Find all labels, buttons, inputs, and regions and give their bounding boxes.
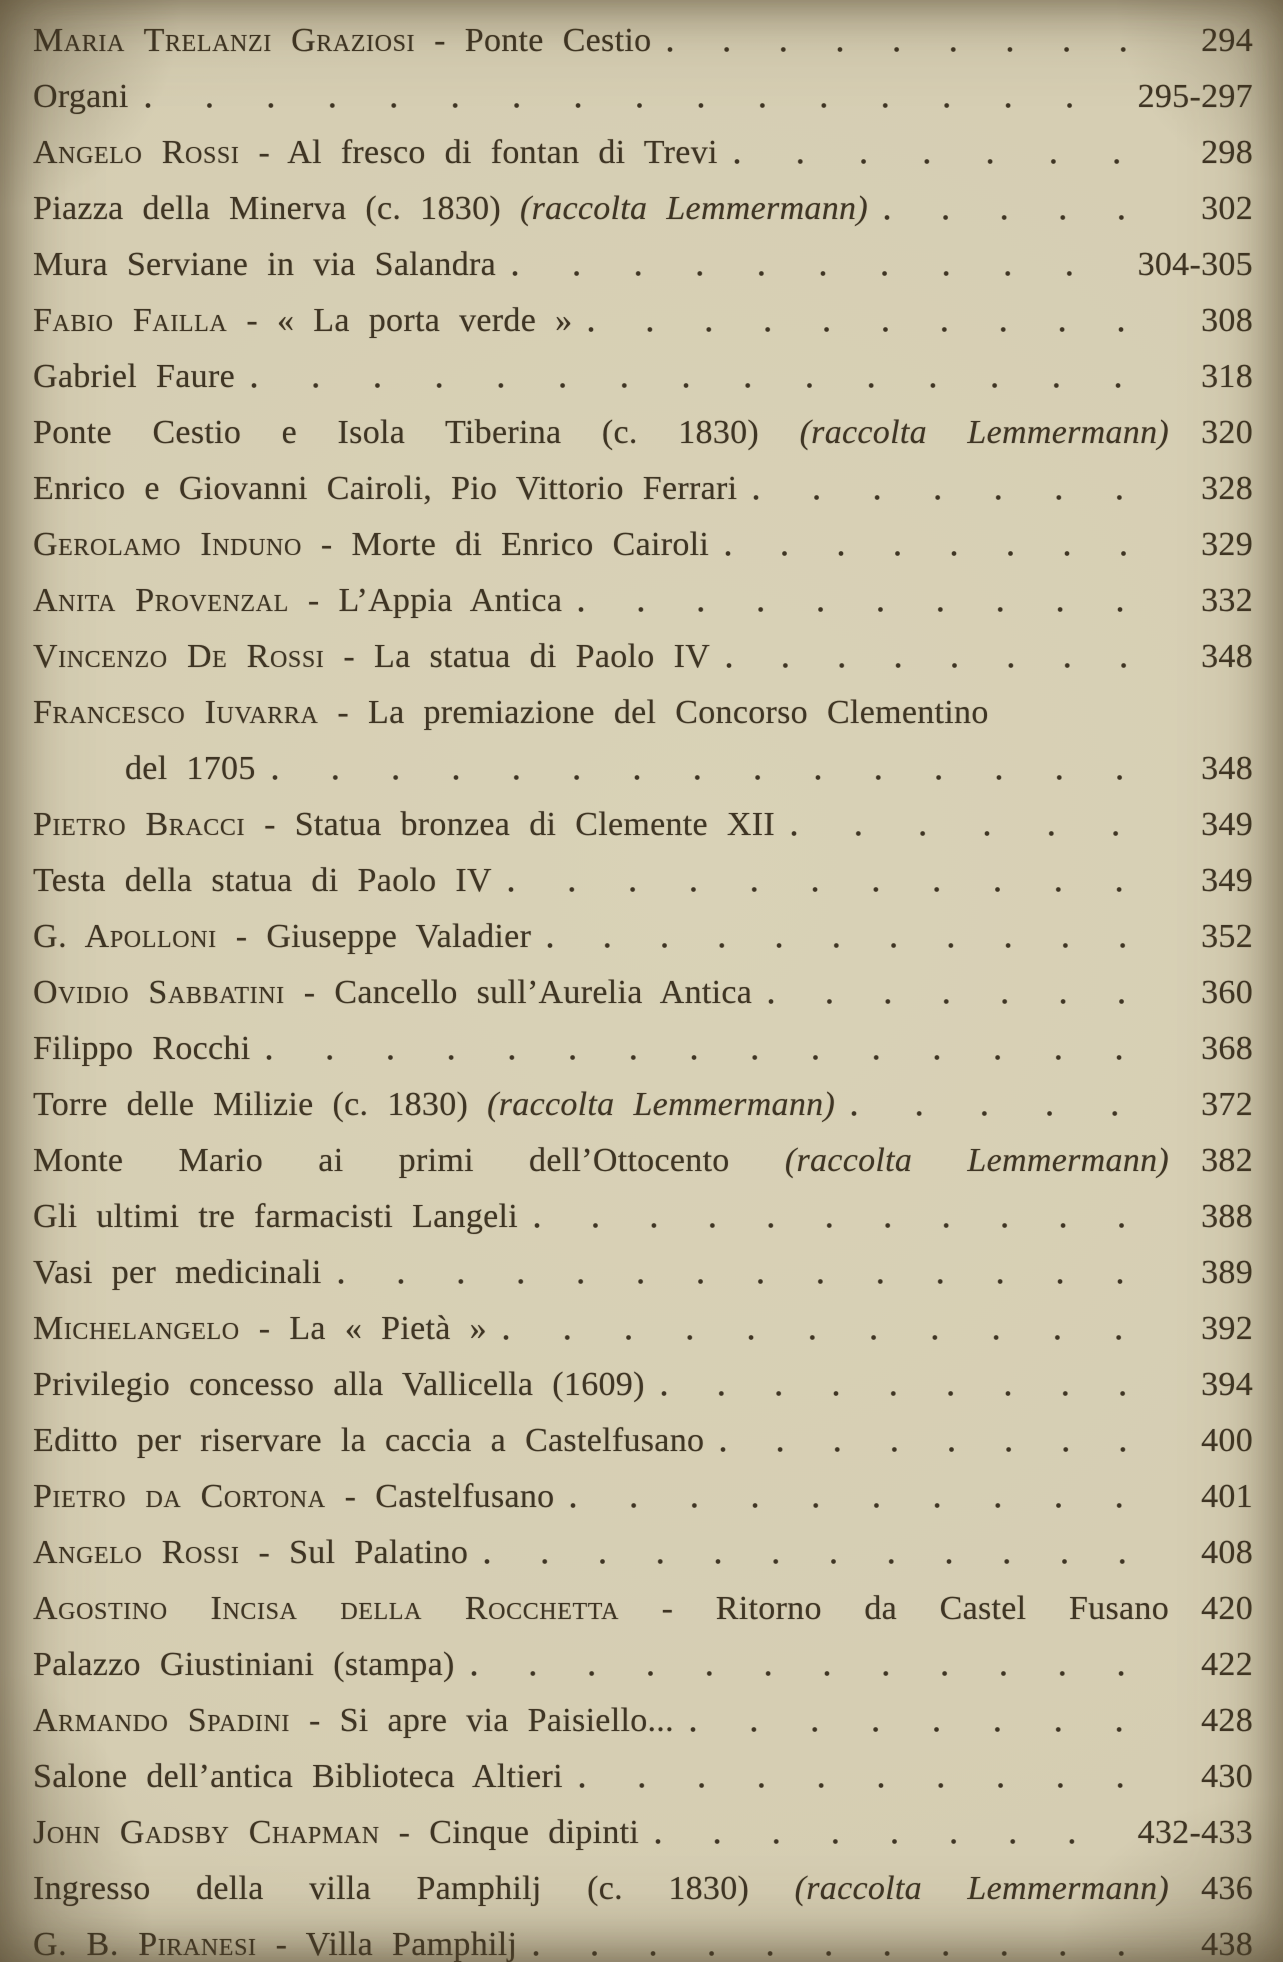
entry-title: - La premiazione del Concorso Clementino — [318, 694, 989, 731]
page-number: 401 — [1201, 1478, 1253, 1515]
page-number: 318 — [1201, 358, 1253, 395]
page-number: 382 — [1201, 1142, 1253, 1179]
page-number: 432-433 — [1137, 1814, 1253, 1851]
entry-title: Testa della statua di Paolo IV — [33, 862, 492, 899]
entry-text — [33, 629, 710, 685]
entry-title: Gabriel Faure — [33, 358, 235, 395]
entry-title: Piazza della Minerva (c. 1830) — [33, 190, 521, 227]
page-number: 295-297 — [1137, 78, 1253, 115]
toc-row — [33, 965, 1253, 1021]
page-number: 372 — [1201, 1086, 1253, 1123]
entry-text — [33, 573, 562, 629]
entry-text — [33, 517, 709, 573]
entry-title: - Cancello sull’Aurelia Antica — [284, 974, 753, 1011]
page-number: 348 — [1201, 638, 1253, 675]
entry-title: Ingresso della villa Pamphilj (c. 1830) — [33, 1870, 795, 1907]
entry-title: Ponte Cestio e Isola Tiberina (c. 1830) — [33, 414, 800, 451]
toc-row — [33, 1917, 1253, 1962]
entry-text — [33, 69, 129, 125]
toc-row — [33, 349, 1253, 405]
entry-text — [33, 965, 752, 1021]
author-name: Armando Spadini — [33, 1702, 290, 1739]
dot-leader — [145, 69, 1128, 125]
entry-title: Mura Serviane in via Salandra — [33, 246, 497, 283]
dot-leader — [725, 517, 1177, 573]
dot-leader — [579, 1749, 1177, 1805]
page-number: 388 — [1201, 1198, 1253, 1235]
entry-text — [33, 13, 651, 69]
dot-leader — [503, 1301, 1177, 1357]
dot-leader — [272, 741, 1177, 797]
page-number: 394 — [1201, 1366, 1253, 1403]
page-number: 304-305 — [1137, 246, 1253, 283]
toc-row — [33, 1749, 1253, 1805]
entry-text — [33, 1245, 322, 1301]
page-number: 332 — [1201, 582, 1253, 619]
page-number: 302 — [1201, 190, 1253, 227]
dot-leader — [667, 13, 1177, 69]
page-number: 349 — [1201, 806, 1253, 843]
entry-title: Salone dell’antica Biblioteca Altieri — [33, 1758, 563, 1795]
entry-text — [33, 1413, 704, 1469]
entry-title: (raccolta Lemmermann) — [799, 414, 1170, 451]
page-number: 430 — [1201, 1758, 1253, 1795]
author-name: Angelo Rossi — [33, 134, 240, 171]
dot-leader — [508, 853, 1177, 909]
page-number: 328 — [1201, 470, 1253, 507]
toc-row — [33, 1189, 1253, 1245]
toc-row — [33, 629, 1253, 685]
toc-row — [33, 293, 1253, 349]
toc-row — [33, 1021, 1253, 1077]
dot-leader — [726, 629, 1177, 685]
entry-text — [33, 1861, 1169, 1917]
author-name: Anita Provenzal — [33, 582, 289, 619]
dot-leader — [791, 797, 1177, 853]
entry-title: - Al fresco di fontan di Trevi — [239, 134, 718, 171]
dot-leader — [884, 181, 1177, 237]
author-name: Pietro da Cortona — [33, 1478, 326, 1515]
entry-title: Filippo Rocchi — [33, 1030, 251, 1067]
entry-text — [33, 1581, 1169, 1637]
entry-title: Editto per riservare la caccia a Castelfusano — [33, 1422, 705, 1459]
entry-text — [33, 1525, 468, 1581]
entry-title: - Morte di Enrico Cairoli — [301, 526, 710, 563]
author-name: Fabio Failla — [33, 302, 228, 339]
toc-row — [33, 69, 1253, 125]
entry-text — [33, 1693, 674, 1749]
dot-leader — [851, 1077, 1177, 1133]
author-name: G. B. Piranesi — [33, 1926, 257, 1962]
page-number: 349 — [1201, 862, 1253, 899]
entry-text — [33, 797, 775, 853]
page-number: 400 — [1201, 1422, 1253, 1459]
entry-title: (raccolta Lemmermann) — [794, 1870, 1169, 1907]
entry-text — [125, 741, 256, 797]
author-name: Francesco Iuvarra — [33, 694, 319, 731]
toc-row — [33, 1077, 1253, 1133]
toc-row — [33, 517, 1253, 573]
page-number: 438 — [1201, 1926, 1253, 1962]
page-number: 320 — [1201, 414, 1253, 451]
entry-title: - La statua di Paolo IV — [324, 638, 711, 675]
author-name: G. Apolloni — [33, 918, 217, 955]
dot-leader — [533, 1917, 1177, 1962]
dot-leader — [266, 1021, 1177, 1077]
entry-title: - Villa Pamphilj — [256, 1926, 518, 1962]
entry-title: Monte Mario ai primi dell’Ottocento — [33, 1142, 785, 1179]
toc-row — [33, 1861, 1253, 1917]
toc-row — [33, 181, 1253, 237]
toc-row — [33, 1581, 1253, 1637]
dot-leader — [768, 965, 1177, 1021]
entry-title: Privilegio concesso alla Vallicella (1609) — [33, 1366, 645, 1403]
entry-text — [33, 909, 531, 965]
entry-title: - Ponte Cestio — [415, 22, 652, 59]
page-number: 368 — [1201, 1030, 1253, 1067]
entry-text — [33, 1917, 517, 1962]
dot-leader — [661, 1357, 1177, 1413]
author-name: Vincenzo De Rossi — [33, 638, 325, 675]
entry-text — [33, 237, 496, 293]
author-name: John Gadsby Chapman — [33, 1814, 380, 1851]
entry-text — [33, 685, 989, 741]
entry-text — [33, 1637, 455, 1693]
dot-leader — [547, 909, 1177, 965]
entry-title: (raccolta Lemmermann) — [487, 1086, 836, 1123]
page-number: 428 — [1201, 1702, 1253, 1739]
page-number: 348 — [1201, 750, 1253, 787]
toc-row — [33, 13, 1253, 69]
dot-leader — [734, 125, 1177, 181]
toc-row — [33, 461, 1253, 517]
entry-title: - Statua bronzea di Clemente XII — [245, 806, 776, 843]
toc-row — [33, 405, 1253, 461]
toc-row — [33, 797, 1253, 853]
entry-text — [33, 1021, 250, 1077]
page-number: 420 — [1201, 1590, 1253, 1627]
entry-text — [33, 1749, 563, 1805]
page-number: 392 — [1201, 1310, 1253, 1347]
page-number: 436 — [1201, 1870, 1253, 1907]
entry-title: Organi — [33, 78, 129, 115]
dot-leader — [753, 461, 1177, 517]
toc-row — [33, 853, 1253, 909]
entry-title: del 1705 — [125, 750, 256, 787]
entry-title: - Cinque dipinti — [379, 1814, 640, 1851]
toc-row — [33, 1301, 1253, 1357]
entry-title: Torre delle Milizie (c. 1830) — [33, 1086, 488, 1123]
dot-leader — [578, 573, 1177, 629]
dot-leader — [484, 1525, 1177, 1581]
toc-row — [33, 1693, 1253, 1749]
page-number: 422 — [1201, 1646, 1253, 1683]
dot-leader — [338, 1245, 1177, 1301]
page-number: 389 — [1201, 1254, 1253, 1291]
page-number: 308 — [1201, 302, 1253, 339]
entry-title: - Sul Palatino — [239, 1534, 469, 1571]
toc-row — [33, 1525, 1253, 1581]
toc-row — [33, 1805, 1253, 1861]
toc-row — [33, 1133, 1253, 1189]
entry-title: - Ritorno da Castel Fusano — [619, 1590, 1170, 1627]
page-number: 352 — [1201, 918, 1253, 955]
author-name: Pietro Bracci — [33, 806, 246, 843]
dot-leader — [512, 237, 1128, 293]
entry-text — [33, 293, 572, 349]
entry-text — [33, 1805, 639, 1861]
page-number: 360 — [1201, 974, 1253, 1011]
page-number: 298 — [1201, 134, 1253, 171]
page-number: 294 — [1201, 22, 1253, 59]
entry-title: - L’Appia Antica — [288, 582, 563, 619]
author-name: Michelangelo — [33, 1310, 240, 1347]
toc-list — [33, 13, 1253, 1962]
dot-leader — [655, 1805, 1127, 1861]
toc-row — [33, 685, 1253, 741]
dot-leader — [588, 293, 1177, 349]
page-number: 329 — [1201, 526, 1253, 563]
entry-title: - Si apre via Paisiello... — [289, 1702, 674, 1739]
author-name: Angelo Rossi — [33, 1534, 240, 1571]
entry-text — [33, 1077, 835, 1133]
author-name: Agostino Incisa della Rocchetta — [33, 1590, 620, 1627]
entry-text — [33, 1189, 518, 1245]
toc-row — [33, 1469, 1253, 1525]
entry-title: - Giuseppe Valadier — [216, 918, 532, 955]
dot-leader — [720, 1413, 1177, 1469]
author-name: Ovidio Sabbatini — [33, 974, 285, 1011]
toc-row — [33, 125, 1253, 181]
entry-title: - La « Pietà » — [239, 1310, 487, 1347]
entry-text — [33, 405, 1169, 461]
toc-row — [33, 1245, 1253, 1301]
entry-title: (raccolta Lemmermann) — [520, 190, 868, 227]
entry-text — [33, 1301, 487, 1357]
entry-title: Gli ultimi tre farmacisti Langeli — [33, 1198, 519, 1235]
toc-row — [33, 573, 1253, 629]
entry-title: - « La porta verde » — [227, 302, 573, 339]
entry-title: Enrico e Giovanni Cairoli, Pio Vittorio Ferrari — [33, 470, 738, 507]
entry-text — [33, 349, 235, 405]
dot-leader — [570, 1469, 1177, 1525]
entry-title: (raccolta Lemmermann) — [784, 1142, 1169, 1179]
toc-row — [33, 909, 1253, 965]
entry-text — [33, 1469, 554, 1525]
dot-leader — [251, 349, 1177, 405]
entry-text — [33, 853, 492, 909]
entry-title: - Castelfusano — [325, 1478, 555, 1515]
toc-row — [33, 1357, 1253, 1413]
dot-leader — [534, 1189, 1177, 1245]
entry-title: Palazzo Giustiniani (stampa) — [33, 1646, 455, 1683]
toc-row — [33, 1413, 1253, 1469]
toc-row — [33, 237, 1253, 293]
page-number: 408 — [1201, 1534, 1253, 1571]
author-name: Maria Trelanzi Graziosi — [33, 22, 416, 59]
entry-text — [33, 125, 718, 181]
dot-leader — [690, 1693, 1177, 1749]
toc-row — [33, 1637, 1253, 1693]
author-name: Gerolamo Induno — [33, 526, 302, 563]
dot-leader — [471, 1637, 1177, 1693]
entry-text — [33, 1357, 645, 1413]
entry-text — [33, 181, 868, 237]
entry-title: Vasi per medicinali — [33, 1254, 322, 1291]
entry-text — [33, 1133, 1169, 1189]
toc-row — [33, 741, 1253, 797]
entry-text — [33, 461, 737, 517]
